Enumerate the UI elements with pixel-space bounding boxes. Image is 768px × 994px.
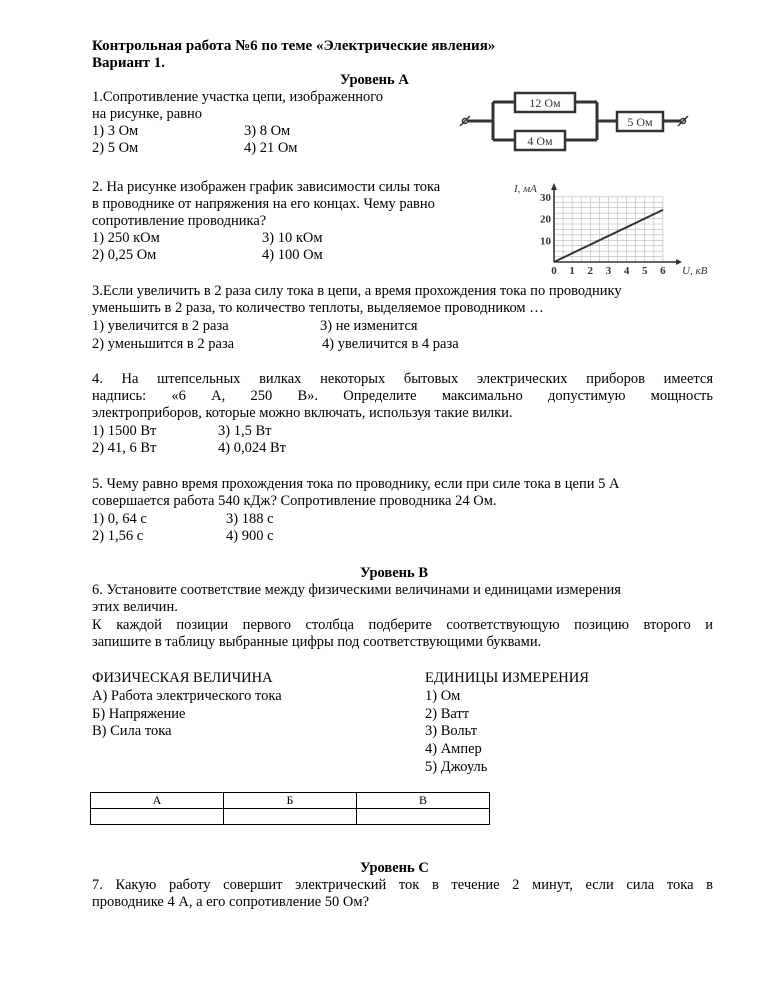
q1-option-2: 2) 5 Ом <box>92 140 139 156</box>
q4-option-4: 4) 0,024 Вт <box>218 440 286 456</box>
answer-cell-v[interactable] <box>357 809 490 825</box>
y-axis-arrow-icon <box>551 183 557 190</box>
x-tick-label: 1 <box>569 265 575 277</box>
q6-text-line3: К каждой позиции первого столбца подберите соответствующую позицию второго и <box>92 617 713 633</box>
q1-text-line1: 1.Сопротивление участка цепи, изображенного <box>92 89 384 105</box>
q4-text-line2: надпись: «6 А, 250 В». Определите максимально допустимую мощность <box>92 388 713 404</box>
answer-cell-b[interactable] <box>224 809 357 825</box>
x-tick-label: 4 <box>623 265 630 277</box>
variant-label: Вариант 1. <box>92 55 166 71</box>
q3-option-1: 1) увеличится в 2 раза <box>92 318 229 334</box>
answer-cell-a[interactable] <box>91 809 224 825</box>
q2-text-line3: сопротивление проводника? <box>92 213 267 229</box>
q4-option-3: 3) 1,5 Вт <box>218 423 272 439</box>
y-axis-label: I, мА <box>514 183 537 195</box>
q1-option-3: 3) 8 Ом <box>244 123 291 139</box>
resistor-5-ohm-label: 5 Ом <box>627 115 653 129</box>
q5-option-2: 2) 1,56 с <box>92 528 144 544</box>
y-tick-label: 20 <box>540 213 551 226</box>
q5-text-line1: 5. Чему равно время прохождения тока по проводнику, если при силе тока в цепи 5 А <box>92 476 620 492</box>
q3-option-3: 3) не изменится <box>320 318 418 334</box>
answer-table-header-row <box>91 793 490 809</box>
q2-option-3: 3) 10 кОм <box>262 230 323 246</box>
q7-text-line1: 7. Какую работу совершит электрический ток в течение 2 минут, если сила тока в <box>92 877 713 893</box>
y-tick-label: 10 <box>540 235 551 248</box>
q4-option-2: 2) 41, 6 Вт <box>92 440 157 456</box>
col1-item-b: Б) Напряжение <box>92 706 186 722</box>
q3-text-line1: 3.Если увеличить в 2 раза силу тока в цепи, а время прохождения тока по проводнику <box>92 283 622 299</box>
q7-text-line2: проводнике 4 А, а его сопротивление 50 Ом? <box>92 894 370 910</box>
x-tick-label: 5 <box>642 265 648 277</box>
col2-item-1: 1) Ом <box>425 688 461 704</box>
q5-option-1: 1) 0, 64 с <box>92 511 147 527</box>
level-a-heading: Уровень А <box>340 72 409 88</box>
answer-header-a: А <box>91 793 224 809</box>
q1-option-1: 1) 3 Ом <box>92 123 139 139</box>
iv-chart <box>508 180 708 277</box>
q6-text-line1: 6. Установите соответствие между физическими величинами и единицами измерения <box>92 582 621 598</box>
col2-item-5: 5) Джоуль <box>425 759 488 775</box>
q2-text-line1: 2. На рисунке изображен график зависимости силы тока <box>92 179 441 195</box>
col2-item-2: 2) Ватт <box>425 706 470 722</box>
circuit-diagram <box>455 90 695 156</box>
q4-text-line3: электроприборов, которые можно включать, используя такие вилки. <box>92 405 513 421</box>
col2-header: ЕДИНИЦЫ ИЗМЕРЕНИЯ <box>425 670 589 686</box>
answer-table-input-row <box>91 809 490 825</box>
q5-option-3: 3) 188 с <box>226 511 274 527</box>
q2-option-4: 4) 100 Ом <box>262 247 323 263</box>
q3-option-2: 2) уменьшится в 2 раза <box>92 336 235 352</box>
x-tick-label: 2 <box>587 265 594 277</box>
x-axis-label: U, кВ <box>682 265 708 277</box>
x-tick-label: 6 <box>660 265 666 277</box>
col1-item-a: А) Работа электрического тока <box>92 688 282 704</box>
q3-text-line2: уменьшить в 2 раза, то количество теплоты, выделяемое проводником … <box>92 300 544 316</box>
page-title: Контрольная работа №6 по теме «Электрические явления» <box>92 38 496 54</box>
answer-table <box>90 792 490 825</box>
q6-text-line2: этих величин. <box>92 599 178 615</box>
answer-header-v: В <box>357 793 490 809</box>
level-c-heading: Уровень С <box>360 860 429 876</box>
resistor-4-ohm-label: 4 Ом <box>527 134 553 148</box>
q1-option-4: 4) 21 Ом <box>244 140 298 156</box>
col1-header: ФИЗИЧЕСКАЯ ВЕЛИЧИНА <box>92 670 273 686</box>
col2-item-3: 3) Вольт <box>425 723 478 739</box>
resistor-12-ohm-label: 12 Ом <box>529 96 561 110</box>
q1-text-line2: на рисунке, равно <box>92 106 202 122</box>
q2-option-1: 1) 250 кОм <box>92 230 160 246</box>
q4-option-1: 1) 1500 Вт <box>92 423 157 439</box>
q5-text-line2: совершается работа 540 кДж? Сопротивление проводника 24 Ом. <box>92 493 497 509</box>
q2-text-line2: в проводнике от напряжения на его концах. Чему равно <box>92 196 435 212</box>
answer-header-b: Б <box>224 793 357 809</box>
q5-option-4: 4) 900 с <box>226 528 274 544</box>
q2-option-2: 2) 0,25 Ом <box>92 247 157 263</box>
col2-item-4: 4) Ампер <box>425 741 482 757</box>
col1-item-v: В) Сила тока <box>92 723 172 739</box>
q6-text-line4: запишите в таблицу выбранные цифры под соответствующими буквами. <box>92 634 542 650</box>
y-tick-label: 30 <box>540 191 551 204</box>
x-tick-label: 0 <box>551 265 557 277</box>
x-tick-label: 3 <box>605 265 612 277</box>
level-b-heading: Уровень В <box>360 565 428 581</box>
q4-text-line1: 4. На штепсельных вилках некоторых бытовых электрических приборов имеется <box>92 371 713 387</box>
q3-option-4: 4) увеличится в 4 раза <box>322 336 459 352</box>
